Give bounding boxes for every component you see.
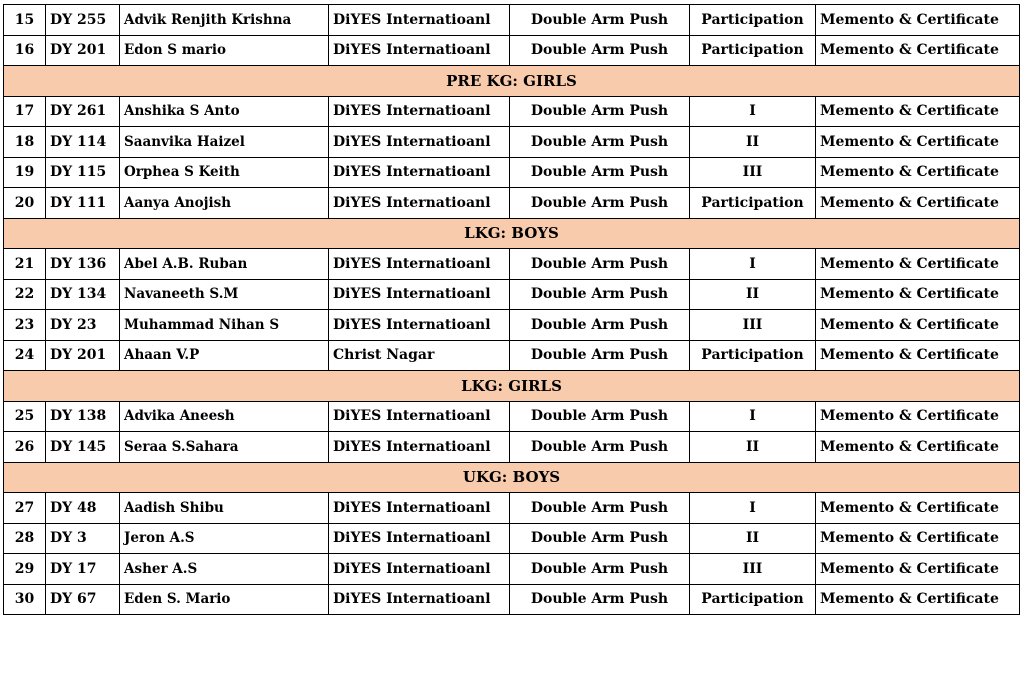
participant-name: Advika Aneesh [120, 401, 329, 432]
position: I [690, 96, 816, 127]
chest-number: DY 145 [46, 432, 120, 463]
award: Memento & Certificate [816, 340, 1020, 371]
award: Memento & Certificate [816, 432, 1020, 463]
school-name: DiYES Internatioanl [329, 279, 510, 310]
serial-number: 29 [4, 554, 46, 585]
table-row [4, 340, 1020, 371]
participant-name: Eden S. Mario [120, 584, 329, 615]
award: Memento & Certificate [816, 493, 1020, 524]
position: III [690, 310, 816, 341]
position: III [690, 157, 816, 188]
school-name: DiYES Internatioanl [329, 5, 510, 36]
event-name: Double Arm Push [510, 5, 690, 36]
event-name: Double Arm Push [510, 96, 690, 127]
chest-number: DY 17 [46, 554, 120, 585]
category-title: LKG: BOYS [4, 218, 1020, 249]
position: Participation [690, 340, 816, 371]
serial-number: 26 [4, 432, 46, 463]
chest-number: DY 67 [46, 584, 120, 615]
chest-number: DY 134 [46, 279, 120, 310]
position: Participation [690, 188, 816, 219]
position: Participation [690, 5, 816, 36]
position: III [690, 554, 816, 585]
position: I [690, 401, 816, 432]
award: Memento & Certificate [816, 96, 1020, 127]
award: Memento & Certificate [816, 554, 1020, 585]
school-name: DiYES Internatioanl [329, 401, 510, 432]
table-row [4, 157, 1020, 188]
participant-name: Advik Renjith Krishna [120, 5, 329, 36]
award: Memento & Certificate [816, 249, 1020, 280]
results-table [3, 4, 1020, 615]
school-name: DiYES Internatioanl [329, 127, 510, 158]
category-header-row [4, 462, 1020, 493]
participant-name: Anshika S Anto [120, 96, 329, 127]
event-name: Double Arm Push [510, 279, 690, 310]
award: Memento & Certificate [816, 127, 1020, 158]
serial-number: 30 [4, 584, 46, 615]
position: I [690, 249, 816, 280]
category-header-row [4, 218, 1020, 249]
table-row [4, 188, 1020, 219]
table-row [4, 584, 1020, 615]
participant-name: Muhammad Nihan S [120, 310, 329, 341]
award: Memento & Certificate [816, 401, 1020, 432]
participant-name: Asher A.S [120, 554, 329, 585]
event-name: Double Arm Push [510, 35, 690, 66]
event-name: Double Arm Push [510, 493, 690, 524]
category-header-row [4, 371, 1020, 402]
participant-name: Saanvika Haizel [120, 127, 329, 158]
event-name: Double Arm Push [510, 188, 690, 219]
serial-number: 23 [4, 310, 46, 341]
participant-name: Orphea S Keith [120, 157, 329, 188]
serial-number: 27 [4, 493, 46, 524]
award: Memento & Certificate [816, 584, 1020, 615]
serial-number: 20 [4, 188, 46, 219]
participant-name: Navaneeth S.M [120, 279, 329, 310]
participant-name: Jeron A.S [120, 523, 329, 554]
category-header-row [4, 66, 1020, 97]
category-title: PRE KG: GIRLS [4, 66, 1020, 97]
table-row [4, 35, 1020, 66]
table-row [4, 127, 1020, 158]
results-body [4, 5, 1020, 615]
table-row [4, 554, 1020, 585]
chest-number: DY 136 [46, 249, 120, 280]
serial-number: 25 [4, 401, 46, 432]
participant-name: Seraa S.Sahara [120, 432, 329, 463]
position: Participation [690, 35, 816, 66]
serial-number: 16 [4, 35, 46, 66]
school-name: DiYES Internatioanl [329, 249, 510, 280]
chest-number: DY 23 [46, 310, 120, 341]
award: Memento & Certificate [816, 279, 1020, 310]
participant-name: Ahaan V.P [120, 340, 329, 371]
table-row [4, 432, 1020, 463]
chest-number: DY 201 [46, 340, 120, 371]
table-row [4, 279, 1020, 310]
category-title: UKG: BOYS [4, 462, 1020, 493]
school-name: DiYES Internatioanl [329, 96, 510, 127]
chest-number: DY 138 [46, 401, 120, 432]
school-name: Christ Nagar [329, 340, 510, 371]
participant-name: Abel A.B. Ruban [120, 249, 329, 280]
position: II [690, 432, 816, 463]
award: Memento & Certificate [816, 5, 1020, 36]
serial-number: 24 [4, 340, 46, 371]
serial-number: 21 [4, 249, 46, 280]
chest-number: DY 48 [46, 493, 120, 524]
event-name: Double Arm Push [510, 523, 690, 554]
chest-number: DY 115 [46, 157, 120, 188]
event-name: Double Arm Push [510, 127, 690, 158]
participant-name: Aadish Shibu [120, 493, 329, 524]
school-name: DiYES Internatioanl [329, 523, 510, 554]
participant-name: Aanya Anojish [120, 188, 329, 219]
award: Memento & Certificate [816, 188, 1020, 219]
position: II [690, 279, 816, 310]
serial-number: 17 [4, 96, 46, 127]
event-name: Double Arm Push [510, 432, 690, 463]
serial-number: 18 [4, 127, 46, 158]
position: II [690, 127, 816, 158]
chest-number: DY 201 [46, 35, 120, 66]
school-name: DiYES Internatioanl [329, 188, 510, 219]
table-row [4, 5, 1020, 36]
school-name: DiYES Internatioanl [329, 554, 510, 585]
serial-number: 19 [4, 157, 46, 188]
serial-number: 22 [4, 279, 46, 310]
award: Memento & Certificate [816, 523, 1020, 554]
serial-number: 28 [4, 523, 46, 554]
event-name: Double Arm Push [510, 249, 690, 280]
serial-number: 15 [4, 5, 46, 36]
school-name: DiYES Internatioanl [329, 432, 510, 463]
chest-number: DY 114 [46, 127, 120, 158]
position: I [690, 493, 816, 524]
event-name: Double Arm Push [510, 584, 690, 615]
chest-number: DY 111 [46, 188, 120, 219]
school-name: DiYES Internatioanl [329, 35, 510, 66]
award: Memento & Certificate [816, 35, 1020, 66]
school-name: DiYES Internatioanl [329, 584, 510, 615]
school-name: DiYES Internatioanl [329, 157, 510, 188]
table-row [4, 249, 1020, 280]
event-name: Double Arm Push [510, 554, 690, 585]
event-name: Double Arm Push [510, 310, 690, 341]
participant-name: Edon S mario [120, 35, 329, 66]
event-name: Double Arm Push [510, 340, 690, 371]
position: Participation [690, 584, 816, 615]
table-row [4, 96, 1020, 127]
chest-number: DY 3 [46, 523, 120, 554]
position: II [690, 523, 816, 554]
table-row [4, 523, 1020, 554]
chest-number: DY 261 [46, 96, 120, 127]
school-name: DiYES Internatioanl [329, 493, 510, 524]
table-row [4, 310, 1020, 341]
event-name: Double Arm Push [510, 401, 690, 432]
category-title: LKG: GIRLS [4, 371, 1020, 402]
award: Memento & Certificate [816, 310, 1020, 341]
table-row [4, 401, 1020, 432]
school-name: DiYES Internatioanl [329, 310, 510, 341]
award: Memento & Certificate [816, 157, 1020, 188]
table-row [4, 493, 1020, 524]
event-name: Double Arm Push [510, 157, 690, 188]
chest-number: DY 255 [46, 5, 120, 36]
